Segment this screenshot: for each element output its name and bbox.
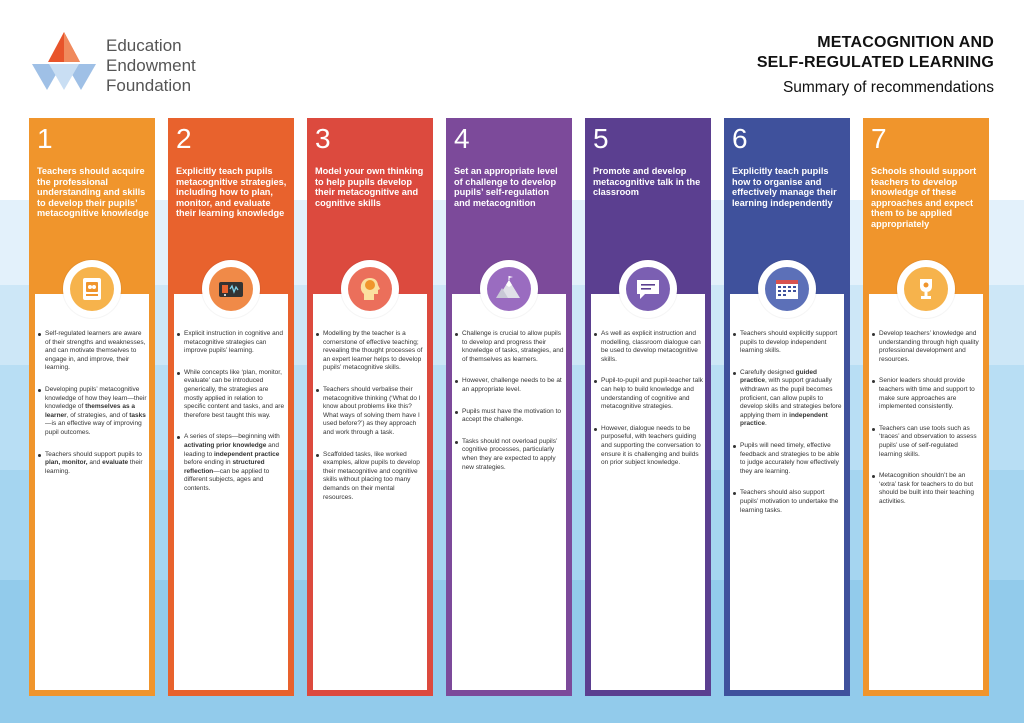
recommendation-bullets [35,330,147,489]
bullet-item: However, challenge needs to be at an appropriate level. [462,377,564,394]
recommendation-heading: Set an appropriate level of challenge to develop pupils’ self-regulation and metacognition [454,166,558,208]
bullet-item: Scaffolded tasks, like worked examples, allow pupils to develop their metacognitive and cognitive skills without placing too many demands on their mental resources. [323,451,425,503]
recommendation-bullets [452,330,564,485]
recommendation-heading: Explicitly teach pupils metacognitive strategies, including how to plan, monitor, and evaluate their learning knowledge [176,166,287,219]
bullet-item: A series of steps—beginning with activating prior knowledge and leading to independent practice before ending in structured reflection—can be applied to different subjects, ages and contents. [184,433,286,493]
logo-line-1: Education [106,36,182,55]
recommendation-bullets [313,330,425,515]
recommendation-heading: Promote and develop metacognitive talk in the classroom [593,166,701,198]
recommendation-column-7 [863,118,989,696]
bullet-item: Pupil-to-pupil and pupil-teacher talk can help to build knowledge and understanding of cognitive and metacognitive strategies. [601,377,703,411]
logo [30,30,196,96]
bullet-item: Teachers should also support pupils’ motivation to undertake the learning tasks. [740,489,842,515]
bullet-item: Pupils must have the motivation to accept the challenge. [462,408,564,425]
logo-line-2: Endowment [106,56,196,75]
bullet-item: Challenge is crucial to allow pupils to develop and progress their knowledge of tasks, strategies, and of themselves as learners. [462,330,564,363]
bullet-item: Pupils will need timely, effective feedback and strategies to be able to judge accurately how effectively they are learning. [740,442,842,476]
bullet-item: Explicit instruction in cognitive and metacognitive strategies can improve pupils’ learning. [184,330,286,356]
bullet-item: Self-regulated learners are aware of their strengths and weaknesses, and can motivate themselves to engage in, and improve, their learning. [45,330,146,372]
page-subtitle: Summary of recommendations [782,79,994,96]
page-title-line-1: METACOGNITION AND [817,34,994,51]
recommendation-number: 1 [37,123,53,154]
recommendation-heading: Teachers should acquire the professional understanding and skills to develop their pupils’ metacognitive knowledge [37,166,149,219]
mountain-icon [480,260,538,318]
recommendation-number: 7 [871,123,887,154]
speech-bubble-icon [619,260,677,318]
recommendation-heading: Model your own thinking to help pupils develop their metacognitive and cognitive skills [315,166,424,208]
control-panel-icon [202,260,260,318]
recommendation-number: 4 [454,123,470,154]
bullet-item: Teachers should explicitly support pupils to develop independent learning skills. [740,330,842,356]
logo-text [106,36,196,96]
recommendation-bullets [174,330,286,507]
bullet-item: Teachers should verbalise their metacognitive thinking (‘What do I know about problems like this? What ways of solving them have I used before?’) as they approach and work through a task. [323,386,425,438]
recommendation-heading: Explicitly teach pupils how to organise and effectively manage their learning independently [732,166,837,208]
bullet-item: However, dialogue needs to be purposeful, with teachers guiding and supporting the conversation to ensure it is challenging and builds on prior subject knowledge. [601,425,703,468]
bullet-item: Metacognition shouldn’t be an ‘extra’ task for teachers to do but should be built into their teaching activities. [879,472,981,506]
recommendation-column-6 [724,118,850,696]
recommendation-number: 6 [732,123,748,154]
recommendation-column-3 [307,118,433,696]
bullet-item: Teachers can use tools such as ‘traces’ and observation to assess pupils’ use of self-regulated learning skills. [879,425,981,459]
recommendation-number: 5 [593,123,609,154]
recommendation-column-4 [446,118,572,696]
bullet-item: While concepts like ‘plan, monitor, evaluate’ can be introduced generically, the strategies are mostly applied in relation to specific content and tasks, and are therefore best taught this way. [184,368,285,419]
bullet-item: Senior leaders should provide teachers with time and support to make sure approaches are implemented consistently. [879,377,981,411]
bullet-item: Teachers should support pupils to plan, monitor, and evaluate their learning. [45,451,147,477]
page-title-line-2: SELF-REGULATED LEARNING [756,54,994,71]
bullet-item: Developing pupils’ metacognitive knowledge of how they learn—their knowledge of themselves as a learner, of strategies, and of tasks—is an effective way of improving pupil outcomes. [45,385,147,436]
recommendation-column-1 [29,118,155,696]
head-brain-icon [341,260,399,318]
recommendation-bullets [730,330,842,528]
eef-triangle-logo-icon [30,30,98,92]
trophy-icon [897,260,955,318]
recommendation-column-2 [168,118,294,696]
logo-line-3: Foundation [106,76,192,95]
recommendation-number: 2 [176,123,192,154]
calendar-icon [758,260,816,318]
bullet-item: Carefully designed guided practice, with support gradually withdrawn as the pupil becomes proficient, can allow pupils to develop skills and strategies before applying them in independent practice. [740,368,842,428]
recommendation-bullets [591,330,703,481]
page-header [757,33,994,97]
recommendation-heading: Schools should support teachers to develop knowledge of these approaches and expect them to be applied appropriately [871,166,977,229]
recommendation-bullets [869,330,981,520]
bullet-item: Modelling by the teacher is a cornerstone of effective teaching; revealing the thought processes of an expert learner helps to develop pupils’ metacognitive skills. [323,330,425,373]
recommendation-number: 3 [315,123,331,154]
recommendation-column-5 [585,118,711,696]
bullet-item: As well as explicit instruction and modelling, classroom dialogue can be used to develop metacognitive skills. [601,330,703,364]
bullet-item: Tasks should not overload pupils’ cognitive processes, particularly when they are expected to apply new strategies. [462,438,564,472]
brain-book-icon [63,260,121,318]
bullet-item: Develop teachers’ knowledge and understanding through high quality professional development and resources. [879,330,981,364]
